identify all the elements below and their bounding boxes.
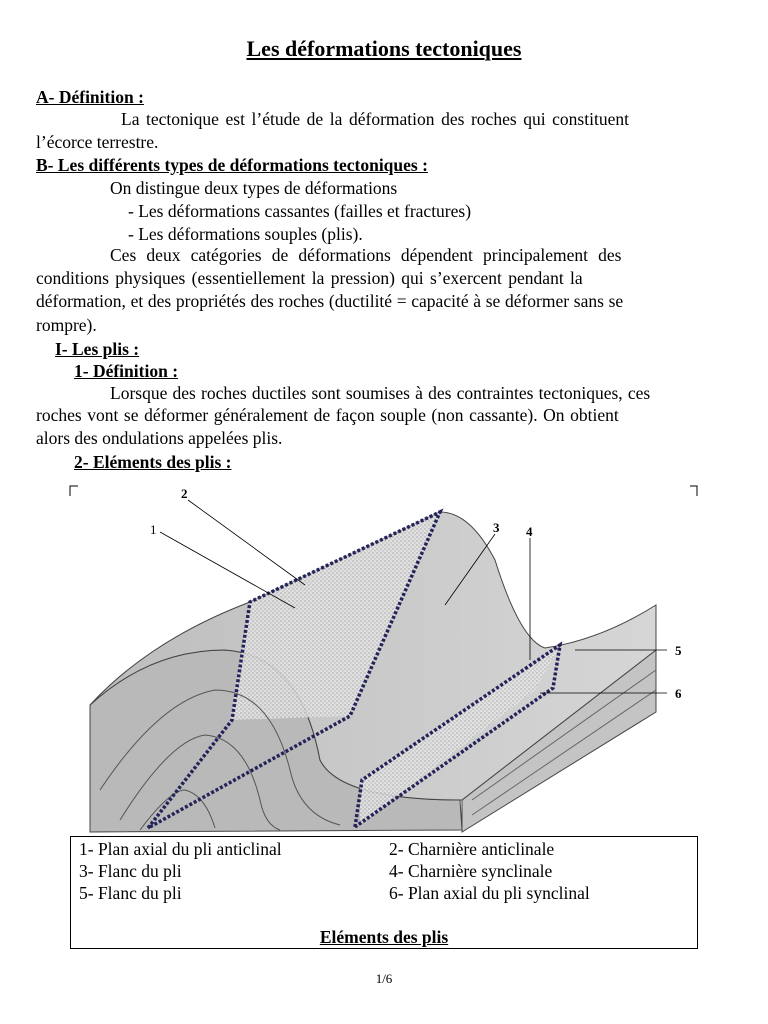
section-b-item-1: - Les déformations cassantes (failles et fractures) xyxy=(128,201,472,221)
section-b-para-line-1: Ces deux catégories de déformations dépendent principalement des xyxy=(110,245,622,265)
section-a-line-1: La tectonique est l’étude de la déformation des roches qui constituent xyxy=(121,109,629,129)
section-b-para-line-2: conditions physiques (essentiellement la pression) qui s’exercent pendant la xyxy=(36,268,583,288)
figure-label-6: 6 xyxy=(675,686,682,701)
figure-label-2: 2 xyxy=(181,486,188,501)
figure-legend xyxy=(70,836,698,949)
section-b-para-line-3: déformation, et des propriétés des roches (ductilité = capacité à se déformer sans se xyxy=(36,291,624,311)
page-title: Les déformations tectoniques xyxy=(246,36,522,61)
section-i-heading: I- Les plis : xyxy=(55,339,140,359)
definition-line-1: Lorsque des roches ductiles sont soumises à des contraintes tectoniques, ces xyxy=(110,383,651,403)
legend-item-6: 6- Plan axial du pli synclinal xyxy=(389,883,590,903)
section-i-1-heading: 1- Définition : xyxy=(74,361,179,381)
section-a-heading: A- Définition : xyxy=(36,87,144,107)
section-b-heading: B- Les différents types de déformations tectoniques : xyxy=(36,155,428,175)
frame-corner-right xyxy=(690,486,697,496)
figure-label-4: 4 xyxy=(526,524,533,539)
section-b-intro: On distingue deux types de déformations xyxy=(110,178,398,198)
frame-corner-left xyxy=(70,486,78,496)
definition-line-2: roches vont se déformer généralement de façon souple (non cassante). On obtient xyxy=(36,405,619,425)
figure-label-5: 5 xyxy=(675,643,682,658)
leader-line-2 xyxy=(188,500,305,585)
figure-label-3: 3 xyxy=(493,520,500,535)
definition-line-3: alors des ondulations appelées plis. xyxy=(36,428,283,448)
figure-caption: Eléments des plis xyxy=(319,927,449,947)
legend-item-3: 3- Flanc du pli xyxy=(79,861,182,881)
section-b-para-line-4: rompre). xyxy=(36,315,97,335)
leader-line-1 xyxy=(160,532,295,608)
section-b-item-2: - Les déformations souples (plis). xyxy=(128,224,363,244)
section-a-line-2: l’écorce terrestre. xyxy=(36,132,159,152)
legend-item-2: 2- Charnière anticlinale xyxy=(389,839,555,859)
legend-item-5: 5- Flanc du pli xyxy=(79,883,182,903)
page-number: 1/6 xyxy=(375,971,393,986)
legend-item-4: 4- Charnière synclinale xyxy=(389,861,553,881)
legend-item-1: 1- Plan axial du pli anticlinal xyxy=(79,839,282,859)
section-i-2-heading: 2- Eléments des plis : xyxy=(74,452,232,472)
figure-label-1: 1 xyxy=(150,522,157,537)
